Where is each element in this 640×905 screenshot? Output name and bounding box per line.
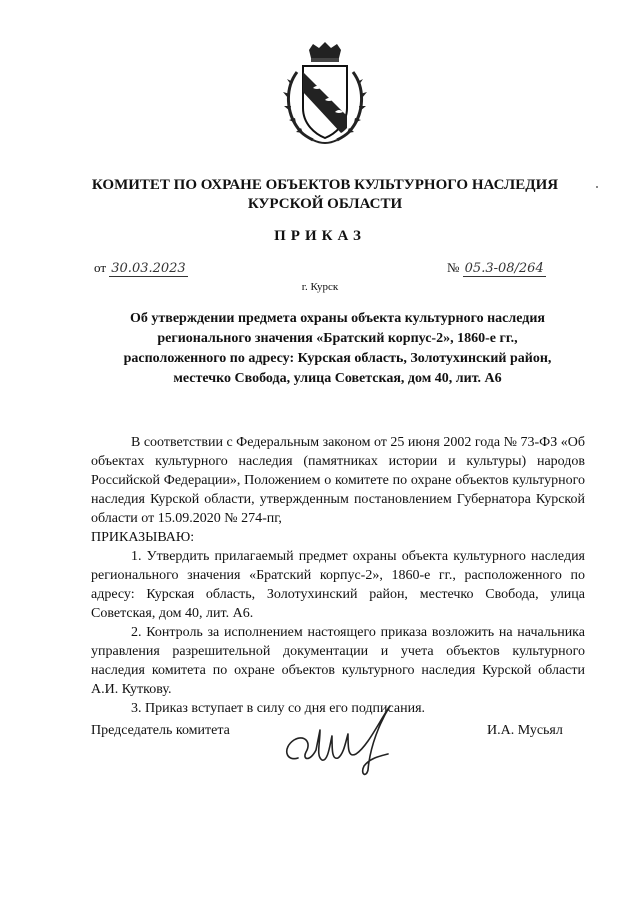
document-type-title: ПРИКАЗ — [274, 228, 366, 244]
city-label: г. Курск — [301, 281, 339, 293]
handwritten-signature-icon — [276, 700, 406, 780]
date-value: 30.03.2023 — [111, 261, 186, 276]
subject-line: регионального значения «Братский корпус-2», 1860-е гг., — [157, 331, 518, 346]
subject-line: местечко Свобода, улица Советская, дом 40, лит. А6 — [173, 371, 502, 386]
subject-line: расположенного по адресу: Курская область, Золотухинский район, — [123, 351, 552, 366]
organization-name-line2: КУРСКОЙ ОБЛАСТИ — [247, 196, 403, 212]
order-item-1: 1. Утвердить прилагаемый предмет охраны объекта культурного наследия регионального значения «Братский корпус-2», 1860-е гг., расположенного по адресу: Курская область, Золотухинский район, местечко Свобода, улица Советская, дом 40, лит. А6. — [91, 549, 585, 621]
body-paragraph: В соответствии с Федеральным законом от 25 июня 2002 года № 73-ФЗ «Об объектах культурного наследия (памятниках истории и культуры) народов Российской Федерации», Положением о комитете по охране объектов культурного наследия Курской области, утвержденным постановлением Губернатора Курской области от 15.09.2020 № 274-пг, — [91, 435, 585, 526]
order-item-3: 3. Приказ вступает в силу со дня его подписания. — [131, 701, 426, 716]
order-item-2: 2. Контроль за исполнением настоящего приказа возложить на начальника управления разрешительной документации и учета объектов культурного наследия комитета по охране объектов культурного наследия Курской области А.И. Куткову. — [91, 625, 585, 697]
subject-line: Об утверждении предмета охраны объекта культурного наследия — [130, 311, 545, 326]
number-value: 05.3-08/264 — [464, 261, 544, 276]
signatory-position: Председатель комитета — [91, 723, 230, 738]
document-body — [91, 433, 585, 718]
number-prefix: № — [447, 260, 460, 275]
scan-artifact — [596, 186, 598, 188]
date-prefix: от — [94, 260, 107, 275]
document-date — [94, 260, 188, 276]
order-word: ПРИКАЗЫВАЮ: — [91, 530, 195, 545]
document-number — [447, 260, 546, 276]
signatory-name: И.А. Мусьял — [487, 723, 563, 738]
coat-of-arms-kursk-icon — [279, 42, 371, 146]
organization-name-line1: КОМИТЕТ ПО ОХРАНЕ ОБЪЕКТОВ КУЛЬТУРНОГО НАСЛЕДИЯ — [91, 177, 559, 193]
document-subject — [90, 309, 585, 389]
